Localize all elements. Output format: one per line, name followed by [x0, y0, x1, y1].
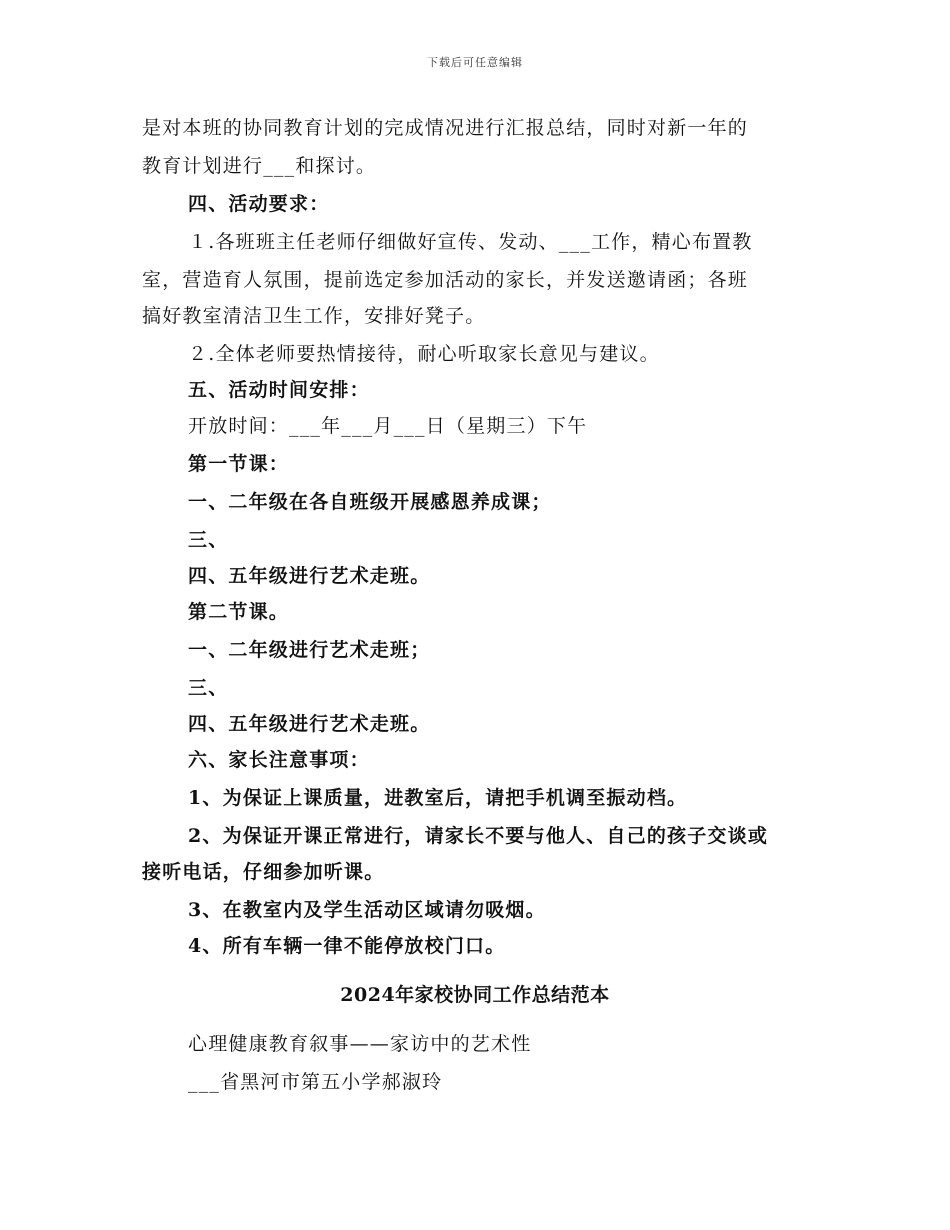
list-item: 三、 — [188, 529, 229, 551]
list-item: 4、所有车辆一律不能停放校门口。 — [188, 935, 506, 957]
paragraph-line: １.各班班主任老师仔细做好宣传、发动、___工作，精心布置教 — [188, 231, 753, 253]
list-item: 1、为保证上课质量，进教室后，请把手机调至振动档。 — [188, 787, 688, 809]
list-item: 接听电话，仔细参加听课。 — [142, 861, 385, 883]
list-item: 三、 — [188, 677, 229, 699]
document-title: 2024年家校协同工作总结范本 — [340, 984, 610, 1006]
list-item: 一、二年级进行艺术走班； — [188, 639, 431, 661]
paragraph-line: 搞好教室清洁卫生工作，安排好凳子。 — [142, 305, 486, 327]
paragraph-line: 室，营造育人氛围，提前选定参加活动的家长，并发送邀请函；各班 — [142, 269, 749, 291]
document-subtitle: 心理健康教育叙事——家访中的艺术性 — [188, 1033, 532, 1055]
list-item: 3、在教室内及学生活动区域请勿吸烟。 — [188, 899, 546, 921]
page-header-note: 下载后可任意编辑 — [427, 56, 523, 69]
paragraph-line: ２.全体老师要热情接待，耐心听取家长意见与建议。 — [188, 343, 660, 365]
section-heading: 五、活动时间安排： — [188, 379, 370, 401]
list-item: 2、为保证开课正常进行，请家长不要与他人、自己的孩子交谈或 — [188, 825, 769, 847]
section-heading: 六、家长注意事项： — [188, 749, 370, 771]
paragraph-line: 开放时间：___年___月___日（星期三）下午 — [188, 415, 588, 437]
document-author: ___省黑河市第五小学郝淑玲 — [188, 1071, 443, 1093]
paragraph-line: 教育计划进行___和探讨。 — [142, 155, 377, 177]
lesson-heading: 第一节课： — [188, 453, 290, 475]
list-item: 一、二年级在各自班级开展感恩养成课； — [188, 491, 552, 513]
section-heading: 四、活动要求： — [188, 193, 330, 215]
paragraph-line: 是对本班的协同教育计划的完成情况进行汇报总结，同时对新一年的 — [142, 117, 749, 139]
lesson-heading: 第二节课。 — [188, 601, 290, 623]
list-item: 四、五年级进行艺术走班。 — [188, 565, 431, 587]
list-item: 四、五年级进行艺术走班。 — [188, 713, 431, 735]
